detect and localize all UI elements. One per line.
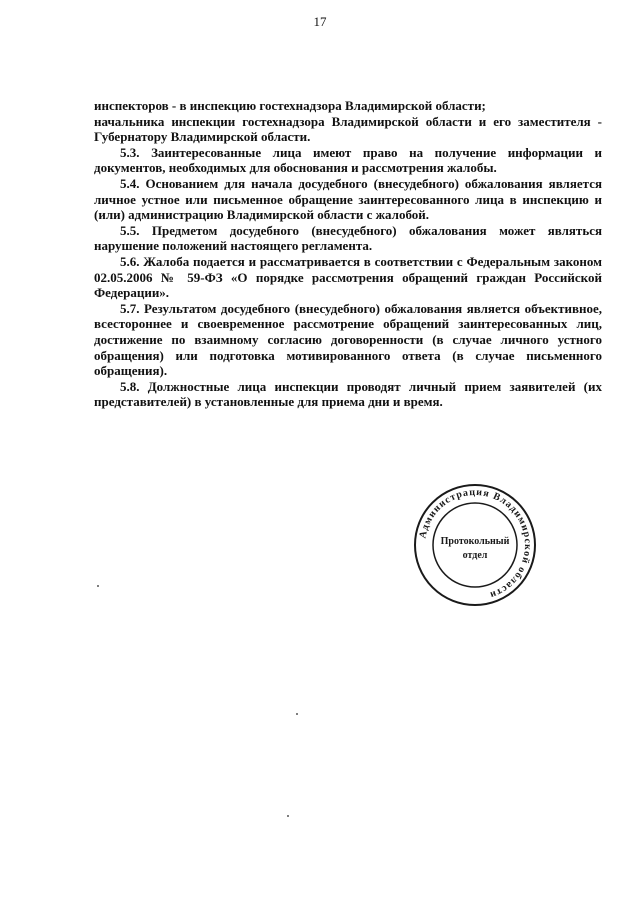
paragraph: 5.3. Заинтересованные лица имеют право на получение информации и документов, необходимых для обоснования и рассмотрения жалобы.	[94, 144, 602, 176]
paragraph: 5.7. Результатом досудебного (внесудебного) обжалования является объективное, всестороннее и своевременное рассмотрение обращений заинтересованных лиц, достижение по взаимному согласию договоренности (в случае личного устного обращения) или подготовка мотивированного ответа (в случае письменного обращения).	[94, 300, 602, 379]
stamp-ring-text: Администрация Владимирской области	[417, 486, 534, 601]
scan-speck	[296, 713, 298, 715]
paragraph: 5.4. Основанием для начала досудебного (внесудебного) обжалования является личное устное или письменное обращение заинтересованного лица в инспекцию и (или) администрацию Владимирской области с жалобой.	[94, 175, 602, 223]
paragraph: начальника инспекции гостехнадзора Владимирской области и его заместителя - Губернатору Владимирской области.	[94, 113, 602, 145]
paragraph: 5.8. Должностные лица инспекции проводят личный прием заявителей (их представителей) в установленные для приема дни и время.	[94, 378, 602, 410]
page-number: 17	[313, 14, 327, 29]
paragraph: 5.5. Предметом досудебного (внесудебного) обжалования может являться нарушение положений настоящего регламента.	[94, 222, 602, 254]
document-body	[94, 98, 602, 410]
official-stamp	[412, 482, 538, 608]
stamp-line-2: отдел	[462, 550, 488, 561]
scan-speck	[287, 815, 289, 817]
paragraph: инспекторов - в инспекцию гостехнадзора Владимирской области;	[94, 98, 486, 113]
scan-speck	[97, 585, 99, 587]
paragraph: 5.6. Жалоба подается и рассматривается в соответствии с Федеральным законом 02.05.2006 № 59-ФЗ «О порядке рассмотрения обращений граждан Российской Федерации».	[94, 253, 602, 301]
stamp-line-1: Протокольный	[440, 536, 510, 547]
